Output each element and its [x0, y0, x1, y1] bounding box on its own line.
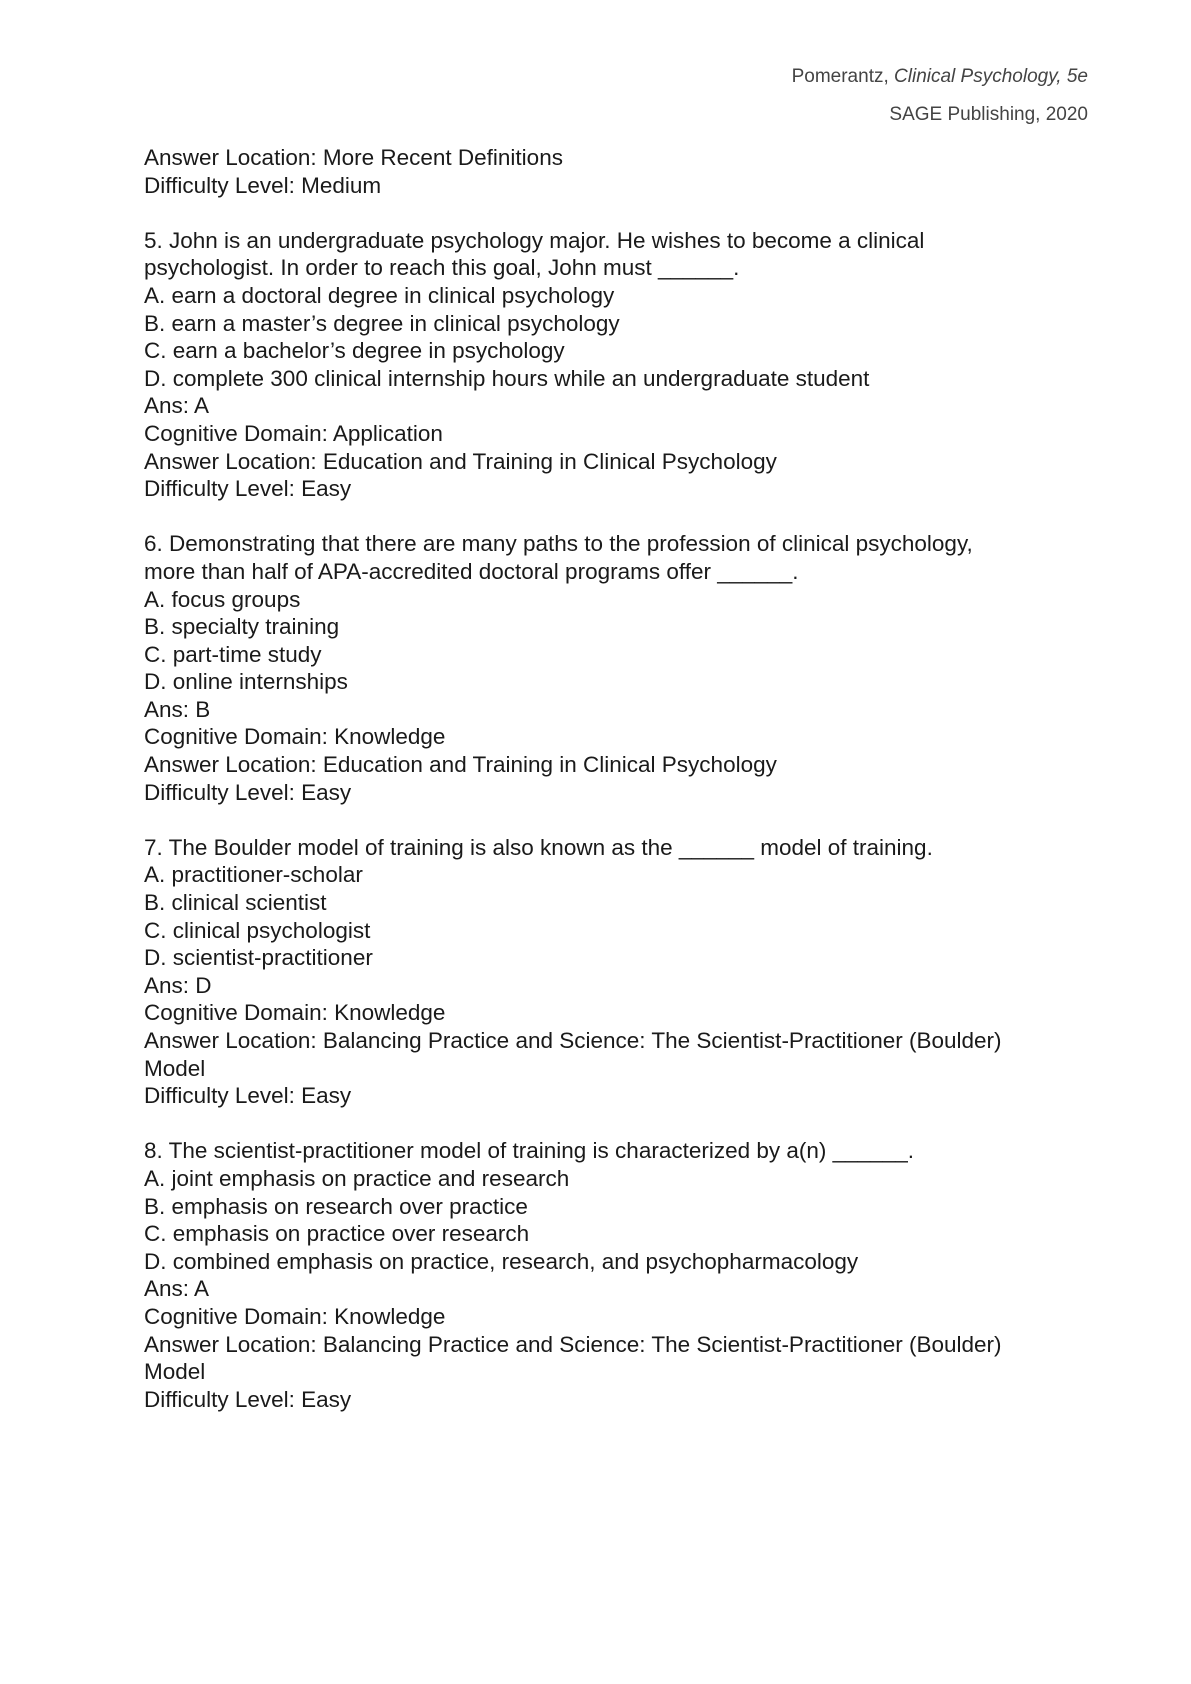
answer-location: Answer Location: Education and Training in Clinical Psychology: [144, 448, 777, 474]
cognitive-domain: Cognitive Domain: Application: [144, 420, 443, 446]
question-block: [144, 834, 1094, 1110]
header-publisher: SAGE Publishing, 2020: [889, 104, 1088, 125]
answer-option: D. complete 300 clinical internship hours while an undergraduate student: [144, 365, 870, 391]
answer-option: B. specialty training: [144, 614, 340, 640]
answer-option: A. earn a doctoral degree in clinical psychology: [144, 282, 615, 308]
page-header: [792, 58, 1088, 134]
answer-location-continued: Model: [144, 1055, 206, 1081]
question-stem: more than half of APA-accredited doctoral programs offer ______.: [144, 558, 799, 584]
answer-option: B. earn a master’s degree in clinical psychology: [144, 310, 620, 336]
question-stem: psychologist. In order to reach this goal, John must ______.: [144, 255, 740, 281]
answer-option: B. emphasis on research over practice: [144, 1193, 528, 1219]
difficulty-level: Difficulty Level: Easy: [144, 1083, 352, 1109]
document-body: [144, 144, 1094, 1413]
answer-option: C. emphasis on practice over research: [144, 1221, 530, 1247]
answer-location: Answer Location: More Recent Definitions: [144, 145, 563, 170]
correct-answer: Ans: D: [144, 972, 212, 998]
answer-location: Answer Location: Education and Training in Clinical Psychology: [144, 752, 777, 778]
intro-block: [144, 144, 1094, 199]
question-stem: 7. The Boulder model of training is also known as the ______ model of training.: [144, 834, 933, 860]
answer-option: D. online internships: [144, 669, 348, 695]
correct-answer: Ans: A: [144, 393, 210, 419]
question-stem: 5. John is an undergraduate psychology major. He wishes to become a clinical: [144, 227, 925, 253]
difficulty-level: Difficulty Level: Easy: [144, 779, 352, 805]
question-block: [144, 530, 1094, 806]
answer-option: C. earn a bachelor’s degree in psychology: [144, 338, 565, 364]
question-stem: 8. The scientist-practitioner model of training is characterized by a(n) ______.: [144, 1138, 914, 1164]
difficulty-level: Difficulty Level: Easy: [144, 476, 352, 502]
cognitive-domain: Cognitive Domain: Knowledge: [144, 724, 446, 750]
answer-location: Answer Location: Balancing Practice and Science: The Scientist-Practitioner (Boulder): [144, 1331, 1002, 1357]
header-book-title: Clinical Psychology, 5e: [894, 66, 1088, 87]
header-citation: [792, 58, 1088, 96]
answer-option: D. scientist-practitioner: [144, 945, 373, 971]
difficulty-level: Difficulty Level: Easy: [144, 1386, 352, 1412]
cognitive-domain: Cognitive Domain: Knowledge: [144, 1000, 446, 1026]
answer-option: B. clinical scientist: [144, 890, 327, 916]
answer-option: A. joint emphasis on practice and research: [144, 1165, 570, 1191]
difficulty-level: Difficulty Level: Medium: [144, 172, 382, 198]
question-block: [144, 1137, 1094, 1413]
answer-option: A. practitioner-scholar: [144, 862, 363, 888]
cognitive-domain: Cognitive Domain: Knowledge: [144, 1303, 446, 1329]
question-block: [144, 227, 1094, 503]
answer-option: C. part-time study: [144, 641, 322, 667]
answer-location-continued: Model: [144, 1359, 206, 1385]
answer-option: D. combined emphasis on practice, research, and psychopharmacology: [144, 1248, 859, 1274]
correct-answer: Ans: B: [144, 696, 211, 722]
answer-option: A. focus groups: [144, 586, 301, 612]
correct-answer: Ans: A: [144, 1276, 210, 1302]
answer-location: Answer Location: Balancing Practice and Science: The Scientist-Practitioner (Boulder): [144, 1028, 1002, 1053]
question-stem: 6. Demonstrating that there are many paths to the profession of clinical psychology,: [144, 531, 973, 557]
header-author: Pomerantz,: [791, 66, 895, 87]
answer-option: C. clinical psychologist: [144, 917, 371, 943]
